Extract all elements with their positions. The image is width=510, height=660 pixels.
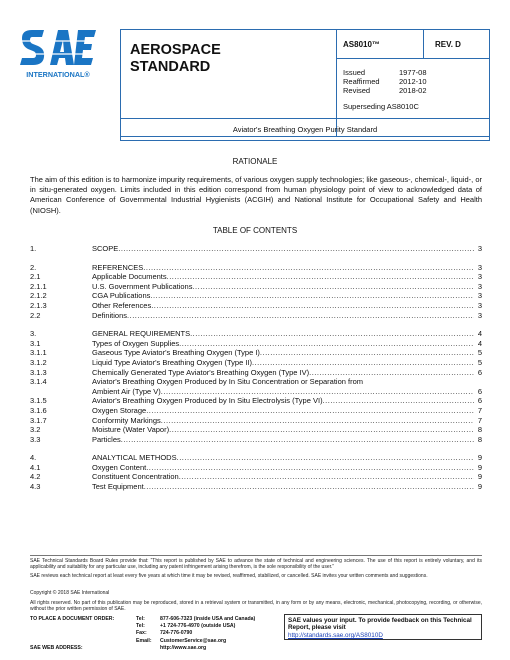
toc-entry-title: Test Equipment bbox=[92, 482, 144, 492]
toc-entry-title: REFERENCES bbox=[92, 262, 144, 272]
toc-entry-number: 3.1 bbox=[30, 338, 41, 348]
toc-entry-number: 4.2 bbox=[30, 472, 41, 482]
toc-entry-number: 3.1.3 bbox=[30, 367, 47, 377]
revised-label: Revised bbox=[343, 86, 371, 95]
tel2-value: +1 724-776-4970 (outside USA) bbox=[160, 623, 236, 630]
toc-entry-title: Ambient Air (Type V) bbox=[92, 386, 161, 396]
toc-entry-number: 3.3 bbox=[30, 434, 41, 444]
tel2-label: Tel: bbox=[136, 623, 145, 630]
toc-entry-title: Aviator's Breathing Oxygen Produced by In Situ Electrolysis (Type VI) bbox=[92, 396, 323, 406]
toc-entry[interactable] bbox=[30, 339, 482, 349]
toc-entry-title-wrap bbox=[92, 272, 474, 282]
toc-leader-dots bbox=[151, 301, 474, 311]
toc-entry[interactable] bbox=[30, 406, 482, 416]
footer-review: SAE reviews each technical report at least every five years at which time it may be revised, reaffirmed, stabilized, or cancelled. SAE invites your written comments and suggestions. bbox=[30, 573, 428, 579]
toc-entry-number: 3.2 bbox=[30, 425, 41, 435]
toc-entry-title-wrap bbox=[92, 463, 474, 473]
toc-leader-dots bbox=[190, 329, 474, 339]
reaffirmed-row bbox=[343, 77, 427, 86]
toc-entry-page: 5 bbox=[477, 357, 482, 367]
toc-entry-title-wrap bbox=[92, 482, 474, 492]
toc-entry-number: 2.1 bbox=[30, 272, 41, 282]
feedback-box bbox=[284, 614, 482, 640]
toc-entry-title: Definitions bbox=[92, 310, 128, 320]
toc-entry[interactable] bbox=[30, 387, 482, 397]
web-label: SAE WEB ADDRESS: bbox=[30, 645, 83, 651]
toc-entry-number: 3.1.4 bbox=[30, 377, 47, 387]
toc-entry-number bbox=[30, 387, 92, 397]
dates-block bbox=[343, 68, 427, 95]
toc-leader-dots bbox=[192, 282, 474, 292]
toc-leader-dots bbox=[252, 358, 474, 368]
toc-entry-title: Constituent Concentration bbox=[92, 472, 179, 482]
toc-entry-title-wrap bbox=[92, 406, 474, 416]
toc-entry[interactable] bbox=[30, 425, 482, 435]
toc-entry[interactable] bbox=[30, 358, 482, 368]
toc-leader-dots bbox=[144, 482, 474, 492]
toc-entry-title: Oxygen Storage bbox=[92, 405, 147, 415]
toc-entry[interactable] bbox=[30, 396, 482, 406]
toc-entry-title: Chemically Generated Type Aviator's Breathing Oxygen (Type IV) bbox=[92, 367, 310, 377]
toc-entry-title-wrap bbox=[92, 291, 474, 301]
revised-row bbox=[343, 86, 427, 95]
sae-wordmark-icon bbox=[20, 30, 96, 65]
toc-entry-title-wrap bbox=[92, 348, 474, 358]
toc-entry-page: 4 bbox=[477, 329, 482, 339]
toc-entry-title: Moisture (Water Vapor) bbox=[92, 425, 170, 435]
revised-date: 2018-02 bbox=[399, 86, 427, 95]
toc-entry-title-wrap bbox=[92, 396, 474, 406]
toc-entry-title: Gaseous Type Aviator's Breathing Oxygen (Type I) bbox=[92, 348, 260, 358]
toc-entry-page: 3 bbox=[477, 262, 482, 272]
toc-entry-title: CGA Publications bbox=[92, 291, 151, 301]
logo-sub-text: INTERNATIONAL® bbox=[26, 70, 90, 79]
toc-entry-page: 3 bbox=[477, 291, 482, 301]
revision: REV. D bbox=[435, 40, 461, 49]
reaffirmed-date: 2012-10 bbox=[399, 77, 427, 86]
toc-leader-dots bbox=[118, 244, 474, 254]
toc-leader-dots bbox=[143, 263, 474, 273]
doc-number-row bbox=[337, 30, 489, 59]
toc-entry-number: 4.1 bbox=[30, 462, 41, 472]
toc-entry[interactable] bbox=[30, 282, 482, 292]
toc-leader-dots bbox=[179, 339, 474, 349]
toc-entry-title-wrap bbox=[92, 472, 474, 482]
footer-copyright: Copyright © 2018 SAE International bbox=[30, 590, 110, 596]
toc-heading: TABLE OF CONTENTS bbox=[212, 226, 298, 235]
toc-leader-dots bbox=[127, 311, 474, 321]
footer-rules: SAE Technical Standards Board Rules provide that: “This report is published by SAE to advance the state of technical and engineering sciences. The use of this report is entirely voluntary, and its applicability and suitability for any particular use, including any patent infringement arising therefrom, is the sole responsibility of the user.” bbox=[30, 558, 482, 571]
superseding: Superseding AS8010C bbox=[343, 102, 419, 111]
doc-number: AS8010™ bbox=[343, 40, 380, 49]
document-type-line1: AEROSPACE bbox=[130, 42, 221, 58]
feedback-link[interactable]: http://standards.sae.org/AS8010D bbox=[288, 631, 383, 639]
rationale-heading: RATIONALE bbox=[232, 157, 278, 166]
toc-entry-title-wrap bbox=[92, 244, 474, 254]
toc-entry-title: GENERAL REQUIREMENTS bbox=[92, 329, 191, 339]
toc-entry[interactable] bbox=[30, 377, 482, 387]
toc-entry-number: 3.1.7 bbox=[30, 415, 47, 425]
table-of-contents bbox=[30, 244, 482, 492]
toc-entry-title-wrap bbox=[92, 453, 474, 463]
toc-leader-dots bbox=[167, 272, 474, 282]
toc-entry-page: 9 bbox=[477, 462, 482, 472]
email-row bbox=[136, 638, 255, 645]
revision-cell bbox=[423, 30, 489, 58]
toc-entry-page: 9 bbox=[477, 482, 482, 492]
toc-entry-number: 2.1.2 bbox=[30, 291, 47, 301]
toc-entry[interactable] bbox=[30, 291, 482, 301]
toc-entry-number: 2.2 bbox=[30, 310, 41, 320]
fax-row bbox=[136, 630, 255, 637]
document-type-line2: STANDARD bbox=[130, 59, 211, 75]
web-address[interactable]: http://www.sae.org bbox=[160, 645, 207, 651]
toc-leader-dots bbox=[169, 425, 474, 435]
toc-leader-dots bbox=[161, 387, 474, 397]
toc-entry-page: 3 bbox=[477, 300, 482, 310]
toc-entry-number: 3.1.1 bbox=[30, 348, 47, 358]
document-type bbox=[130, 42, 221, 76]
toc-entry[interactable] bbox=[30, 301, 482, 311]
feedback-text: SAE values your input. To provide feedback on this Technical Report, please visit bbox=[288, 617, 472, 632]
toc-entry[interactable] bbox=[30, 348, 482, 358]
toc-entry-title-wrap bbox=[92, 368, 474, 378]
toc-entry-title: Liquid Type Aviator's Breathing Oxygen (Type II) bbox=[92, 357, 252, 367]
toc-entry-number: 4.3 bbox=[30, 482, 41, 492]
toc-entry-page: 7 bbox=[477, 405, 482, 415]
issued-label: Issued bbox=[343, 68, 366, 77]
fax-value: 724-776-0790 bbox=[160, 630, 193, 637]
toc-entry-number: 3. bbox=[30, 329, 37, 339]
toc-entry[interactable] bbox=[30, 416, 482, 426]
footer-divider bbox=[30, 555, 482, 556]
toc-entry-number: 2.1.3 bbox=[30, 300, 47, 310]
toc-entry[interactable] bbox=[30, 482, 482, 492]
toc-entry-title: Conformity Markings bbox=[92, 415, 161, 425]
toc-entry-page: 6 bbox=[477, 396, 482, 406]
toc-entry[interactable] bbox=[30, 435, 482, 445]
toc-leader-dots bbox=[309, 368, 474, 378]
footer-rights: All rights reserved. No part of this publication may be reproduced, stored in a retrieval system or transmitted, in any form or by any means, electronic, mechanical, photocopying, recording, or otherwise, without the prior written permission of SAE. bbox=[30, 600, 482, 613]
tel-row bbox=[136, 616, 255, 623]
toc-entry-title-wrap bbox=[92, 329, 474, 339]
order-label: TO PLACE A DOCUMENT ORDER: bbox=[30, 616, 115, 622]
toc-entry-page: 8 bbox=[477, 434, 482, 444]
toc-entry-page: 3 bbox=[477, 272, 482, 282]
tel-label: Tel: bbox=[136, 616, 145, 622]
toc-leader-dots bbox=[161, 416, 474, 426]
email-label: Email: bbox=[136, 637, 152, 644]
toc-entry-title: Aviator's Breathing Oxygen Produced by In Situ Concentration or Separation from bbox=[92, 377, 364, 387]
tel-value: 877-606-7323 (inside USA and Canada) bbox=[160, 616, 256, 622]
toc-entry-number: 4. bbox=[30, 453, 37, 463]
toc-entry-page: 8 bbox=[477, 425, 482, 435]
toc-entry[interactable] bbox=[30, 472, 482, 482]
toc-leader-dots bbox=[177, 453, 474, 463]
toc-entry-title: U.S. Government Publications bbox=[92, 281, 193, 291]
toc-entry-title-wrap bbox=[92, 301, 474, 311]
toc-leader-dots bbox=[323, 396, 474, 406]
toc-entry-title: Types of Oxygen Supplies bbox=[92, 338, 180, 348]
tel2-row bbox=[136, 623, 255, 630]
toc-entry-page: 4 bbox=[477, 338, 482, 348]
toc-entry[interactable] bbox=[30, 272, 482, 282]
toc-entry-title: Oxygen Content bbox=[92, 462, 147, 472]
toc-entry-title: SCOPE bbox=[92, 244, 119, 253]
toc-leader-dots bbox=[146, 463, 474, 473]
toc-entry[interactable] bbox=[30, 368, 482, 378]
toc-entry-number: 3.1.2 bbox=[30, 357, 47, 367]
toc-entry-page: 6 bbox=[477, 367, 482, 377]
toc-entry-number: 1. bbox=[30, 244, 37, 253]
toc-entry-title-wrap bbox=[92, 435, 474, 445]
toc-entry-page: 3 bbox=[477, 244, 482, 253]
document-title: Aviator's Breathing Oxygen Purity Standard bbox=[120, 118, 490, 141]
toc-entry-title-wrap bbox=[92, 358, 474, 368]
toc-entry[interactable] bbox=[30, 263, 482, 273]
toc-entry-page: 3 bbox=[477, 281, 482, 291]
toc-leader-dots bbox=[179, 472, 474, 482]
toc-entry-title-wrap bbox=[92, 377, 474, 387]
toc-entry-number: 3.1.6 bbox=[30, 405, 47, 415]
toc-entry-number: 2. bbox=[30, 262, 37, 272]
toc-leader-dots bbox=[150, 291, 474, 301]
toc-entry-title: Applicable Documents bbox=[92, 272, 167, 282]
toc-entry[interactable] bbox=[30, 244, 482, 254]
reaffirmed-label: Reaffirmed bbox=[343, 77, 380, 86]
toc-entry-number: 2.1.1 bbox=[30, 281, 47, 291]
sae-logo bbox=[18, 28, 98, 86]
toc-entry-title-wrap bbox=[92, 282, 474, 292]
toc-leader-dots bbox=[121, 435, 474, 445]
order-contacts bbox=[136, 616, 255, 645]
toc-entry-page: 5 bbox=[477, 348, 482, 358]
toc-entry-title: Particles bbox=[92, 434, 121, 444]
toc-entry-title: ANALYTICAL METHODS bbox=[92, 453, 177, 463]
toc-entry-page: 9 bbox=[477, 453, 482, 463]
issued-row bbox=[343, 68, 427, 77]
toc-entry-title: Other References bbox=[92, 300, 152, 310]
toc-entry-number: 3.1.5 bbox=[30, 396, 47, 406]
toc-entry-page: 7 bbox=[477, 415, 482, 425]
sae-logo-graphic bbox=[18, 28, 98, 86]
toc-entry[interactable] bbox=[30, 463, 482, 473]
toc-leader-dots bbox=[260, 348, 474, 358]
toc-entry[interactable] bbox=[30, 453, 482, 463]
toc-leader-dots bbox=[146, 406, 474, 416]
issued-date: 1977-08 bbox=[399, 68, 427, 77]
fax-label: Fax: bbox=[136, 630, 147, 637]
toc-entry-page: 6 bbox=[477, 386, 482, 396]
toc-entry-page: 3 bbox=[477, 310, 482, 320]
toc-entry-title-wrap bbox=[92, 339, 474, 349]
email-value[interactable]: CustomerService@sae.org bbox=[160, 637, 227, 644]
toc-entry-title-wrap bbox=[92, 425, 474, 435]
toc-entry-title-wrap bbox=[92, 311, 474, 321]
toc-entry[interactable] bbox=[30, 329, 482, 339]
rationale-text: The aim of this edition is to harmonize impurity requirements, of various oxygen supply technologies; like gaseous-, chemical-, liquid-, or in situ-generated oxygen. Limits included in this edition correspond from human physiology point of view to acknowledged data of American Conference of Governmental Industrial Hygienists (ACGIH) and National Institute for Occupational Safety and Health (NIOSH). bbox=[30, 175, 482, 215]
toc-entry[interactable] bbox=[30, 311, 482, 321]
toc-entry-page: 9 bbox=[477, 472, 482, 482]
toc-entry-title-wrap bbox=[92, 416, 474, 426]
toc-entry-page bbox=[474, 377, 482, 387]
toc-entry-title-wrap bbox=[92, 387, 474, 397]
toc-entry-title-wrap bbox=[92, 263, 474, 273]
